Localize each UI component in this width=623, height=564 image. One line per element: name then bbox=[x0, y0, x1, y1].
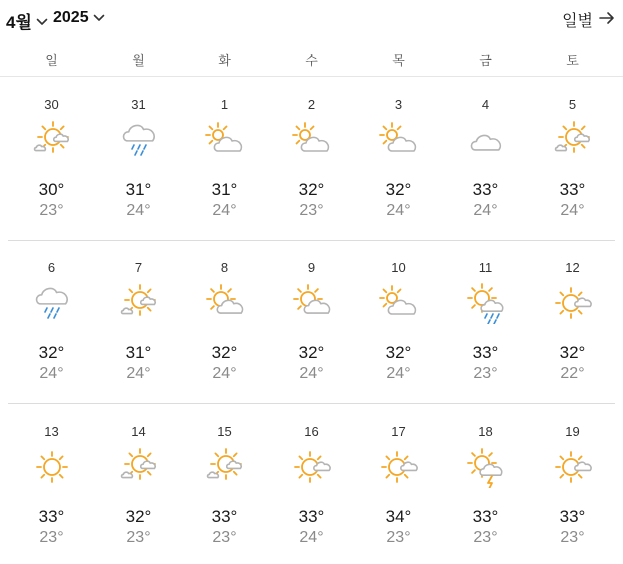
low-temp: 23° bbox=[473, 365, 498, 382]
day-date: 9 bbox=[307, 260, 316, 275]
low-temp: 23° bbox=[212, 529, 237, 546]
partly-sunny-small-cloud-icon bbox=[118, 282, 160, 324]
day-cell[interactable] bbox=[181, 424, 268, 564]
sun-thunder-icon bbox=[465, 446, 507, 488]
day-cell[interactable] bbox=[355, 260, 442, 420]
low-temp: 24° bbox=[386, 202, 411, 219]
low-temp: 24° bbox=[39, 365, 64, 382]
mostly-cloudy-icon bbox=[291, 119, 333, 161]
partly-cloudy-icon bbox=[291, 282, 333, 324]
day-cell[interactable] bbox=[529, 97, 616, 257]
high-temp: 33° bbox=[559, 507, 586, 526]
chevron-down-icon bbox=[36, 11, 48, 31]
weekday-header bbox=[0, 40, 623, 77]
day-date: 15 bbox=[217, 424, 232, 439]
day-cell[interactable] bbox=[95, 424, 182, 564]
high-temp: 33° bbox=[38, 507, 65, 526]
mostly-cloudy-icon bbox=[378, 119, 420, 161]
rain-icon bbox=[31, 282, 73, 324]
low-temp: 23° bbox=[126, 529, 151, 546]
low-temp: 23° bbox=[560, 529, 585, 546]
day-cell[interactable] bbox=[95, 97, 182, 257]
mostly-cloudy-icon bbox=[204, 119, 246, 161]
sunny-icon bbox=[31, 446, 73, 488]
day-cell[interactable] bbox=[442, 97, 529, 257]
low-temp: 24° bbox=[212, 202, 237, 219]
high-temp: 32° bbox=[211, 343, 238, 362]
weekday-label: 월 bbox=[132, 53, 145, 68]
high-temp: 32° bbox=[298, 343, 325, 362]
weekday-label: 목 bbox=[392, 53, 405, 68]
day-cell[interactable] bbox=[355, 97, 442, 257]
weekday-label: 토 bbox=[566, 53, 579, 68]
low-temp: 24° bbox=[560, 202, 585, 219]
low-temp: 24° bbox=[299, 365, 324, 382]
low-temp: 24° bbox=[473, 202, 498, 219]
low-temp: 23° bbox=[473, 529, 498, 546]
day-date: 8 bbox=[220, 260, 229, 275]
day-date: 17 bbox=[391, 424, 406, 439]
high-temp: 33° bbox=[472, 343, 499, 362]
day-date: 16 bbox=[304, 424, 319, 439]
high-temp: 32° bbox=[385, 180, 412, 199]
day-date: 7 bbox=[134, 260, 143, 275]
month-select[interactable] bbox=[6, 8, 48, 33]
chevron-down-icon bbox=[93, 9, 105, 27]
sun-behind-cloud-icon bbox=[552, 282, 594, 324]
day-cell[interactable] bbox=[8, 97, 95, 257]
high-temp: 33° bbox=[211, 507, 238, 526]
cloudy-icon bbox=[465, 119, 507, 161]
high-temp: 31° bbox=[125, 180, 152, 199]
sun-behind-cloud-icon bbox=[291, 446, 333, 488]
calendar-header bbox=[0, 0, 623, 38]
low-temp: 23° bbox=[39, 202, 64, 219]
day-cell[interactable] bbox=[268, 97, 355, 257]
day-cell[interactable] bbox=[268, 260, 355, 420]
low-temp: 24° bbox=[126, 365, 151, 382]
high-temp: 33° bbox=[298, 507, 325, 526]
day-date: 12 bbox=[565, 260, 580, 275]
weekday-label: 일 bbox=[45, 53, 58, 68]
month-label: 4월 bbox=[6, 13, 32, 32]
weekday-label: 금 bbox=[479, 53, 492, 68]
high-temp: 32° bbox=[385, 343, 412, 362]
high-temp: 34° bbox=[385, 507, 412, 526]
low-temp: 24° bbox=[126, 202, 151, 219]
sun-rain-icon bbox=[465, 282, 507, 324]
low-temp: 24° bbox=[299, 529, 324, 546]
day-cell[interactable] bbox=[95, 260, 182, 420]
day-cell[interactable] bbox=[442, 260, 529, 420]
day-date: 3 bbox=[394, 97, 403, 112]
weekday-label: 수 bbox=[305, 53, 318, 68]
day-cell[interactable] bbox=[181, 97, 268, 257]
calendar-week bbox=[0, 97, 623, 257]
day-cell[interactable] bbox=[8, 424, 95, 564]
day-date: 19 bbox=[565, 424, 580, 439]
high-temp: 31° bbox=[211, 180, 238, 199]
day-cell[interactable] bbox=[529, 260, 616, 420]
rain-icon bbox=[118, 119, 160, 161]
partly-cloudy-icon bbox=[204, 282, 246, 324]
calendar-week bbox=[0, 424, 623, 564]
week-divider bbox=[8, 403, 615, 404]
daily-view-link[interactable] bbox=[562, 8, 615, 31]
day-date: 2 bbox=[307, 97, 316, 112]
high-temp: 31° bbox=[125, 343, 152, 362]
mostly-cloudy-icon bbox=[378, 282, 420, 324]
day-date: 18 bbox=[478, 424, 493, 439]
sun-behind-cloud-icon bbox=[378, 446, 420, 488]
partly-sunny-small-cloud-icon bbox=[31, 119, 73, 161]
partly-sunny-small-cloud-icon bbox=[552, 119, 594, 161]
low-temp: 23° bbox=[39, 529, 64, 546]
day-date: 10 bbox=[391, 260, 406, 275]
partly-sunny-small-cloud-icon bbox=[118, 446, 160, 488]
high-temp: 32° bbox=[125, 507, 152, 526]
day-cell[interactable] bbox=[181, 260, 268, 420]
high-temp: 30° bbox=[38, 180, 65, 199]
year-select[interactable] bbox=[53, 8, 105, 27]
day-date: 30 bbox=[44, 97, 59, 112]
low-temp: 23° bbox=[299, 202, 324, 219]
day-date: 11 bbox=[478, 260, 493, 275]
day-date: 1 bbox=[220, 97, 229, 112]
sun-behind-cloud-icon bbox=[552, 446, 594, 488]
day-date: 6 bbox=[47, 260, 56, 275]
week-divider bbox=[8, 240, 615, 241]
calendar-week bbox=[0, 260, 623, 420]
day-date: 14 bbox=[131, 424, 146, 439]
day-date: 31 bbox=[131, 97, 146, 112]
day-date: 4 bbox=[481, 97, 490, 112]
daily-view-label: 일별 bbox=[562, 13, 593, 30]
day-cell[interactable] bbox=[529, 424, 616, 564]
day-date: 13 bbox=[44, 424, 59, 439]
day-cell[interactable] bbox=[268, 424, 355, 564]
high-temp: 32° bbox=[38, 343, 65, 362]
day-cell[interactable] bbox=[8, 260, 95, 420]
high-temp: 33° bbox=[472, 180, 499, 199]
year-label: 2025 bbox=[53, 8, 89, 26]
weekday-label: 화 bbox=[218, 53, 231, 68]
low-temp: 24° bbox=[212, 365, 237, 382]
high-temp: 32° bbox=[298, 180, 325, 199]
high-temp: 32° bbox=[559, 343, 586, 362]
day-cell[interactable] bbox=[355, 424, 442, 564]
high-temp: 33° bbox=[559, 180, 586, 199]
low-temp: 24° bbox=[386, 365, 411, 382]
arrow-right-icon bbox=[599, 11, 615, 30]
day-date: 5 bbox=[568, 97, 577, 112]
partly-sunny-small-cloud-icon bbox=[204, 446, 246, 488]
day-cell[interactable] bbox=[442, 424, 529, 564]
low-temp: 22° bbox=[560, 365, 585, 382]
high-temp: 33° bbox=[472, 507, 499, 526]
low-temp: 23° bbox=[386, 529, 411, 546]
